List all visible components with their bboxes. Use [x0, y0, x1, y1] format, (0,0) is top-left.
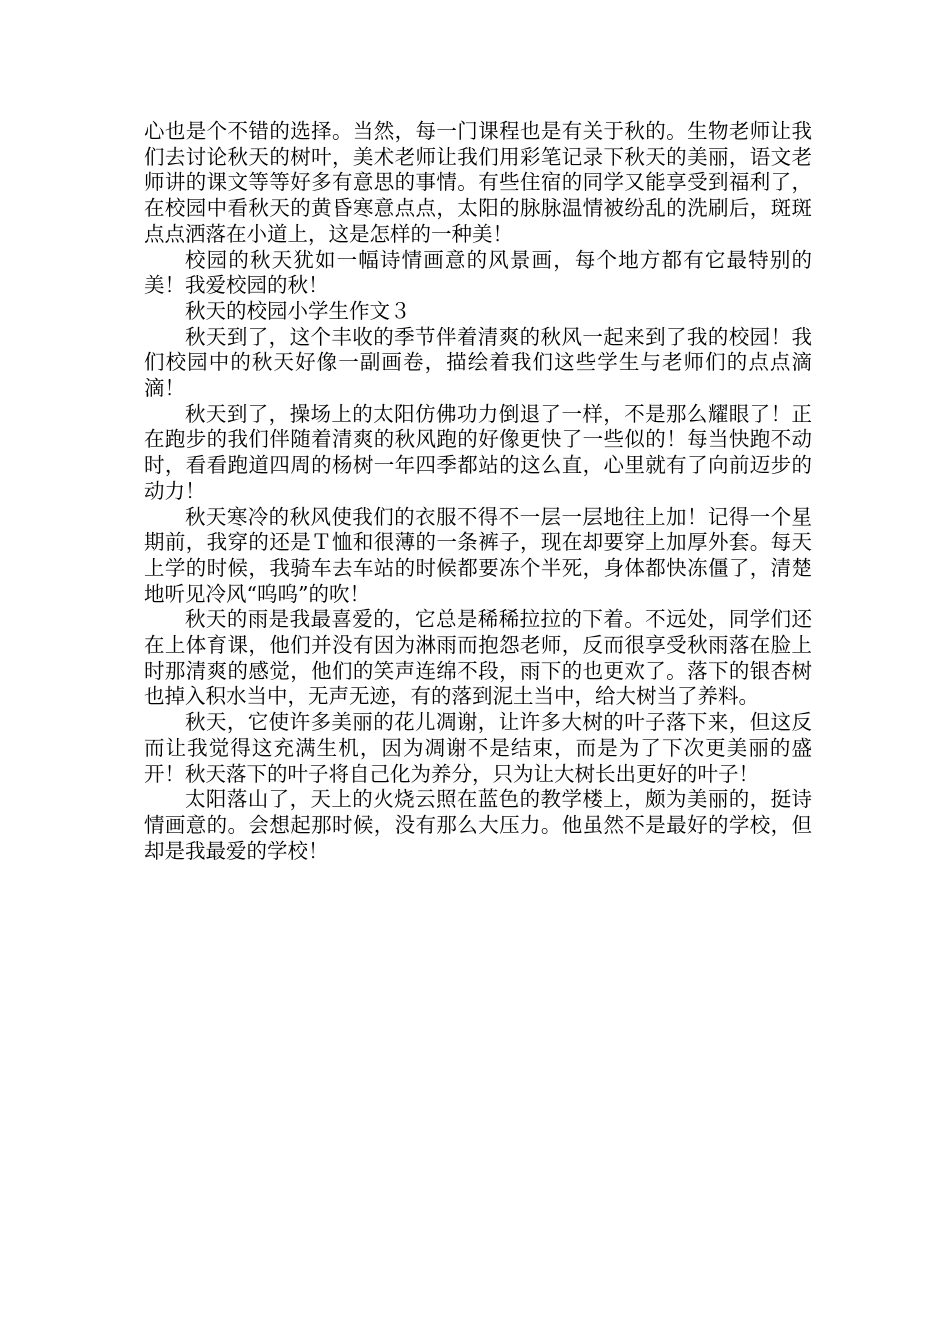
paragraph: 秋天，它使许多美丽的花儿凋谢，让许多大树的叶子落下来，但这反而让我觉得这充满生机，因为凋谢不是结束，而是为了下次更美丽的盛开！秋天落下的叶子将自己化为养分，只为让大树长出更好的叶子！ [144, 710, 812, 786]
paragraph-continuation: 心也是个不错的选择。当然，每一门课程也是有关于秋的。生物老师让我们去讨论秋天的树叶，美术老师让我们用彩笔记录下秋天的美丽，语文老师讲的课文等等好多有意思的事情。有些住宿的同学又能享受到福利了，在校园中看秋天的黄昏寒意点点，太阳的脉脉温情被纷乱的洗刷后，斑斑点点洒落在小道上，这是怎样的一种美！ [144, 119, 812, 246]
paragraph: 秋天到了，操场上的太阳仿佛功力倒退了一样，不是那么耀眼了！正在跑步的我们伴随着清爽的秋风跑的好像更快了一些似的！每当快跑不动时，看看跑道四周的杨树一年四季都站的这么直，心里就有了向前迈步的动力！ [144, 401, 812, 503]
paragraph: 太阳落山了，天上的火烧云照在蓝色的教学楼上，颇为美丽的，挺诗情画意的。会想起那时候，没有那么大压力。他虽然不是最好的学校，但却是我最爱的学校！ [144, 787, 812, 863]
section-heading: 秋天的校园小学生作文３ [185, 298, 411, 323]
essay-body [144, 119, 812, 864]
paragraph: 秋天寒冷的秋风使我们的衣服不得不一层一层地往上加！记得一个星期前，我穿的还是Ｔ恤和很薄的一条裤子，现在却要穿上加厚外套。每天上学的时候，我骑车去车站的时候都要冻个半死，身体都快冻僵了，清楚地听见冷风“呜呜”的吹！ [144, 504, 812, 606]
paragraph: 秋天到了，这个丰收的季节伴着清爽的秋风一起来到了我的校园！我们校园中的秋天好像一副画卷，描绘着我们这些学生与老师们的点点滴滴！ [144, 324, 812, 401]
paragraph: 秋天的雨是我最喜爱的，它总是稀稀拉拉的下着。不远处，同学们还在上体育课，他们并没有因为淋雨而抱怨老师，反而很享受秋雨落在脸上时那清爽的感觉，他们的笑声连绵不段，雨下的也更欢了。落下的银杏树也掉入积水当中，无声无迹，有的落到泥土当中，给大树当了养料。 [144, 607, 812, 709]
paragraph: 校园的秋天犹如一幅诗情画意的风景画，每个地方都有它最特别的美！我爱校园的秋！ [144, 247, 812, 298]
